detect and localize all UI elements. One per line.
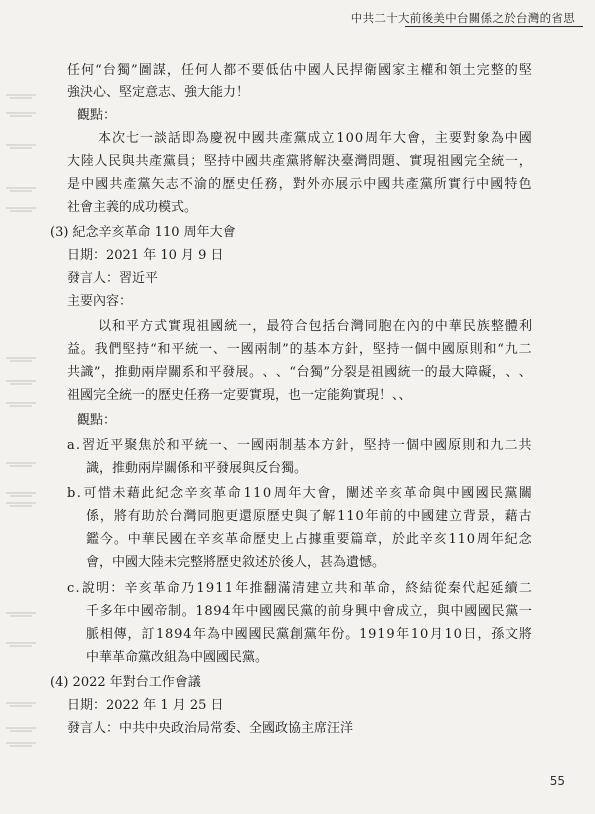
text-line: 發言人：習近平 (67, 271, 159, 286)
text-line: 祖國完全統一的歷史任務一定要實現，也一定能夠實現！、、 (67, 388, 412, 403)
text-line: 中華革命黨改組為中國國民黨。 (86, 650, 269, 665)
text-line: c . 說 明 ： 辛 亥 革 命 乃 1 9 1 1 年 推 翻 滿 清 建 立 共 和 革 命 ， 終 結 從 秦 代 起 延 續 二 (67, 581, 532, 596)
bleed-mark (0, 185, 50, 201)
bleed-mark (0, 205, 50, 221)
text-line: 觀點： (77, 413, 117, 428)
text-line: (4) 2022 年對台工作會議 (50, 675, 201, 690)
text-line: 會，中國大陸未完整將歷史敘述於後人，甚為遺憾。 (86, 555, 386, 570)
text-line: 大 陸 人 民 與 共 產 黨 員 ； 堅 持 中 國 共 產 黨 將 解 決 臺 灣 問 題 、 實 現 祖 國 完 全 統 一 ， (67, 154, 532, 169)
bleed-mark (0, 460, 50, 476)
text-line: a . 習 近 平 聚 焦 於 和 平 統 一 、 一 國 兩 制 基 本 方 針 ， 堅 持 一 個 中 國 原 則 和 九 二 共 (67, 438, 532, 453)
text-line: 本 次 七 一 談 話 即 為 慶 祝 中 國 共 產 黨 成 立 1 0 0 周 年 大 會 ， 主 要 對 象 為 中 國 (98, 131, 532, 146)
text-line: 日期：2021 年 10 月 9 日 (67, 248, 224, 263)
text-line: 觀點： (77, 108, 117, 123)
text-line: 日期：2022 年 1 月 25 日 (67, 698, 224, 713)
text-line: 識，推動兩岸關係和平發展與反台獨。 (86, 461, 308, 476)
text-line: 主要內容： (67, 294, 133, 309)
bleed-mark (0, 142, 50, 158)
bleed-mark (0, 725, 50, 741)
text-line: 係 ， 將 有 助 於 台 灣 同 胞 更 還 原 歷 史 與 了 解 1 1 0 年 前 的 中 國 建 立 背 景 ， 藉 古 (86, 509, 532, 524)
bleed-mark (0, 740, 50, 756)
text-line: 社會主義的成功模式。 (67, 200, 198, 215)
header-rule (405, 26, 583, 27)
text-line: 發言人：中共中央政治局常委、全國政協主席汪洋 (67, 721, 354, 736)
text-line: 強決心、堅定意志、強大能力！ (67, 85, 250, 100)
bleed-mark (0, 400, 50, 416)
bleed-mark (0, 378, 50, 394)
text-line: 鑑 今 。 中 華 民 國 在 辛 亥 革 命 歷 史 上 占 據 重 要 篇 章 ， 於 此 辛 亥 1 1 0 周 年 紀 念 (86, 532, 532, 547)
bleed-mark (0, 92, 50, 108)
bleed-mark (0, 610, 50, 626)
text-line: (3) 紀念辛亥革命 110 周年大會 (50, 225, 236, 240)
bleed-mark (0, 700, 50, 716)
text-line: 益 。 我 們 堅 持 “ 和 平 統 一 、 一 國 兩 制 ” 的 基 本 方 針 ， 堅 持 一 個 中 國 原 則 和 “ 九 二 (67, 342, 532, 357)
text-line: 千 多 年 中 國 帝 制 。 1 8 9 4 年 中 國 國 民 黨 的 前 身 興 中 會 成 立 ， 與 中 國 國 民 黨 一 (86, 604, 532, 619)
text-line: 任 何 “ 台 獨 ” 圖 謀 ， 任 何 人 都 不 要 低 估 中 國 人 民 捍 衛 國 家 主 權 和 領 土 完 整 的 堅 (67, 63, 532, 78)
text-line: b . 可 惜 未 藉 此 紀 念 辛 亥 革 命 1 1 0 周 年 大 會 ， 闡 述 辛 亥 革 命 與 中 國 國 民 黨 關 (67, 486, 532, 501)
text-line: 共 識 ” ， 推 動 兩 岸 關 系 和 平 發 展 。 、 、 “ 台 獨 ” 分 裂 是 祖 國 統 一 的 最 大 障 礙 ， 、 、 (67, 365, 532, 380)
bleed-mark (0, 500, 50, 516)
running-header: 中共二十大前後美中台關係之於台灣的省思 (350, 11, 575, 25)
bleed-mark (0, 640, 50, 656)
bleed-mark (0, 110, 50, 126)
text-line: 脈 相 傳 ， 訂 1 8 9 4 年 為 中 國 國 民 黨 創 黨 年 份 。 1 9 1 9 年 1 0 月 1 0 日 ， 孫 文 將 (86, 627, 532, 642)
text-line: 以 和 平 方 式 實 現 祖 國 統 一 ， 最 符 合 包 括 台 灣 同 胞 在 內 的 中 華 民 族 整 體 利 (98, 319, 532, 334)
text-line: 是 中 國 共 產 黨 矢 志 不 渝 的 歷 史 任 務 ， 對 外 亦 展 示 中 國 共 產 黨 所 實 行 中 國 特 色 (67, 177, 532, 192)
bleed-mark (0, 355, 50, 371)
page-number: 55 (549, 774, 565, 788)
